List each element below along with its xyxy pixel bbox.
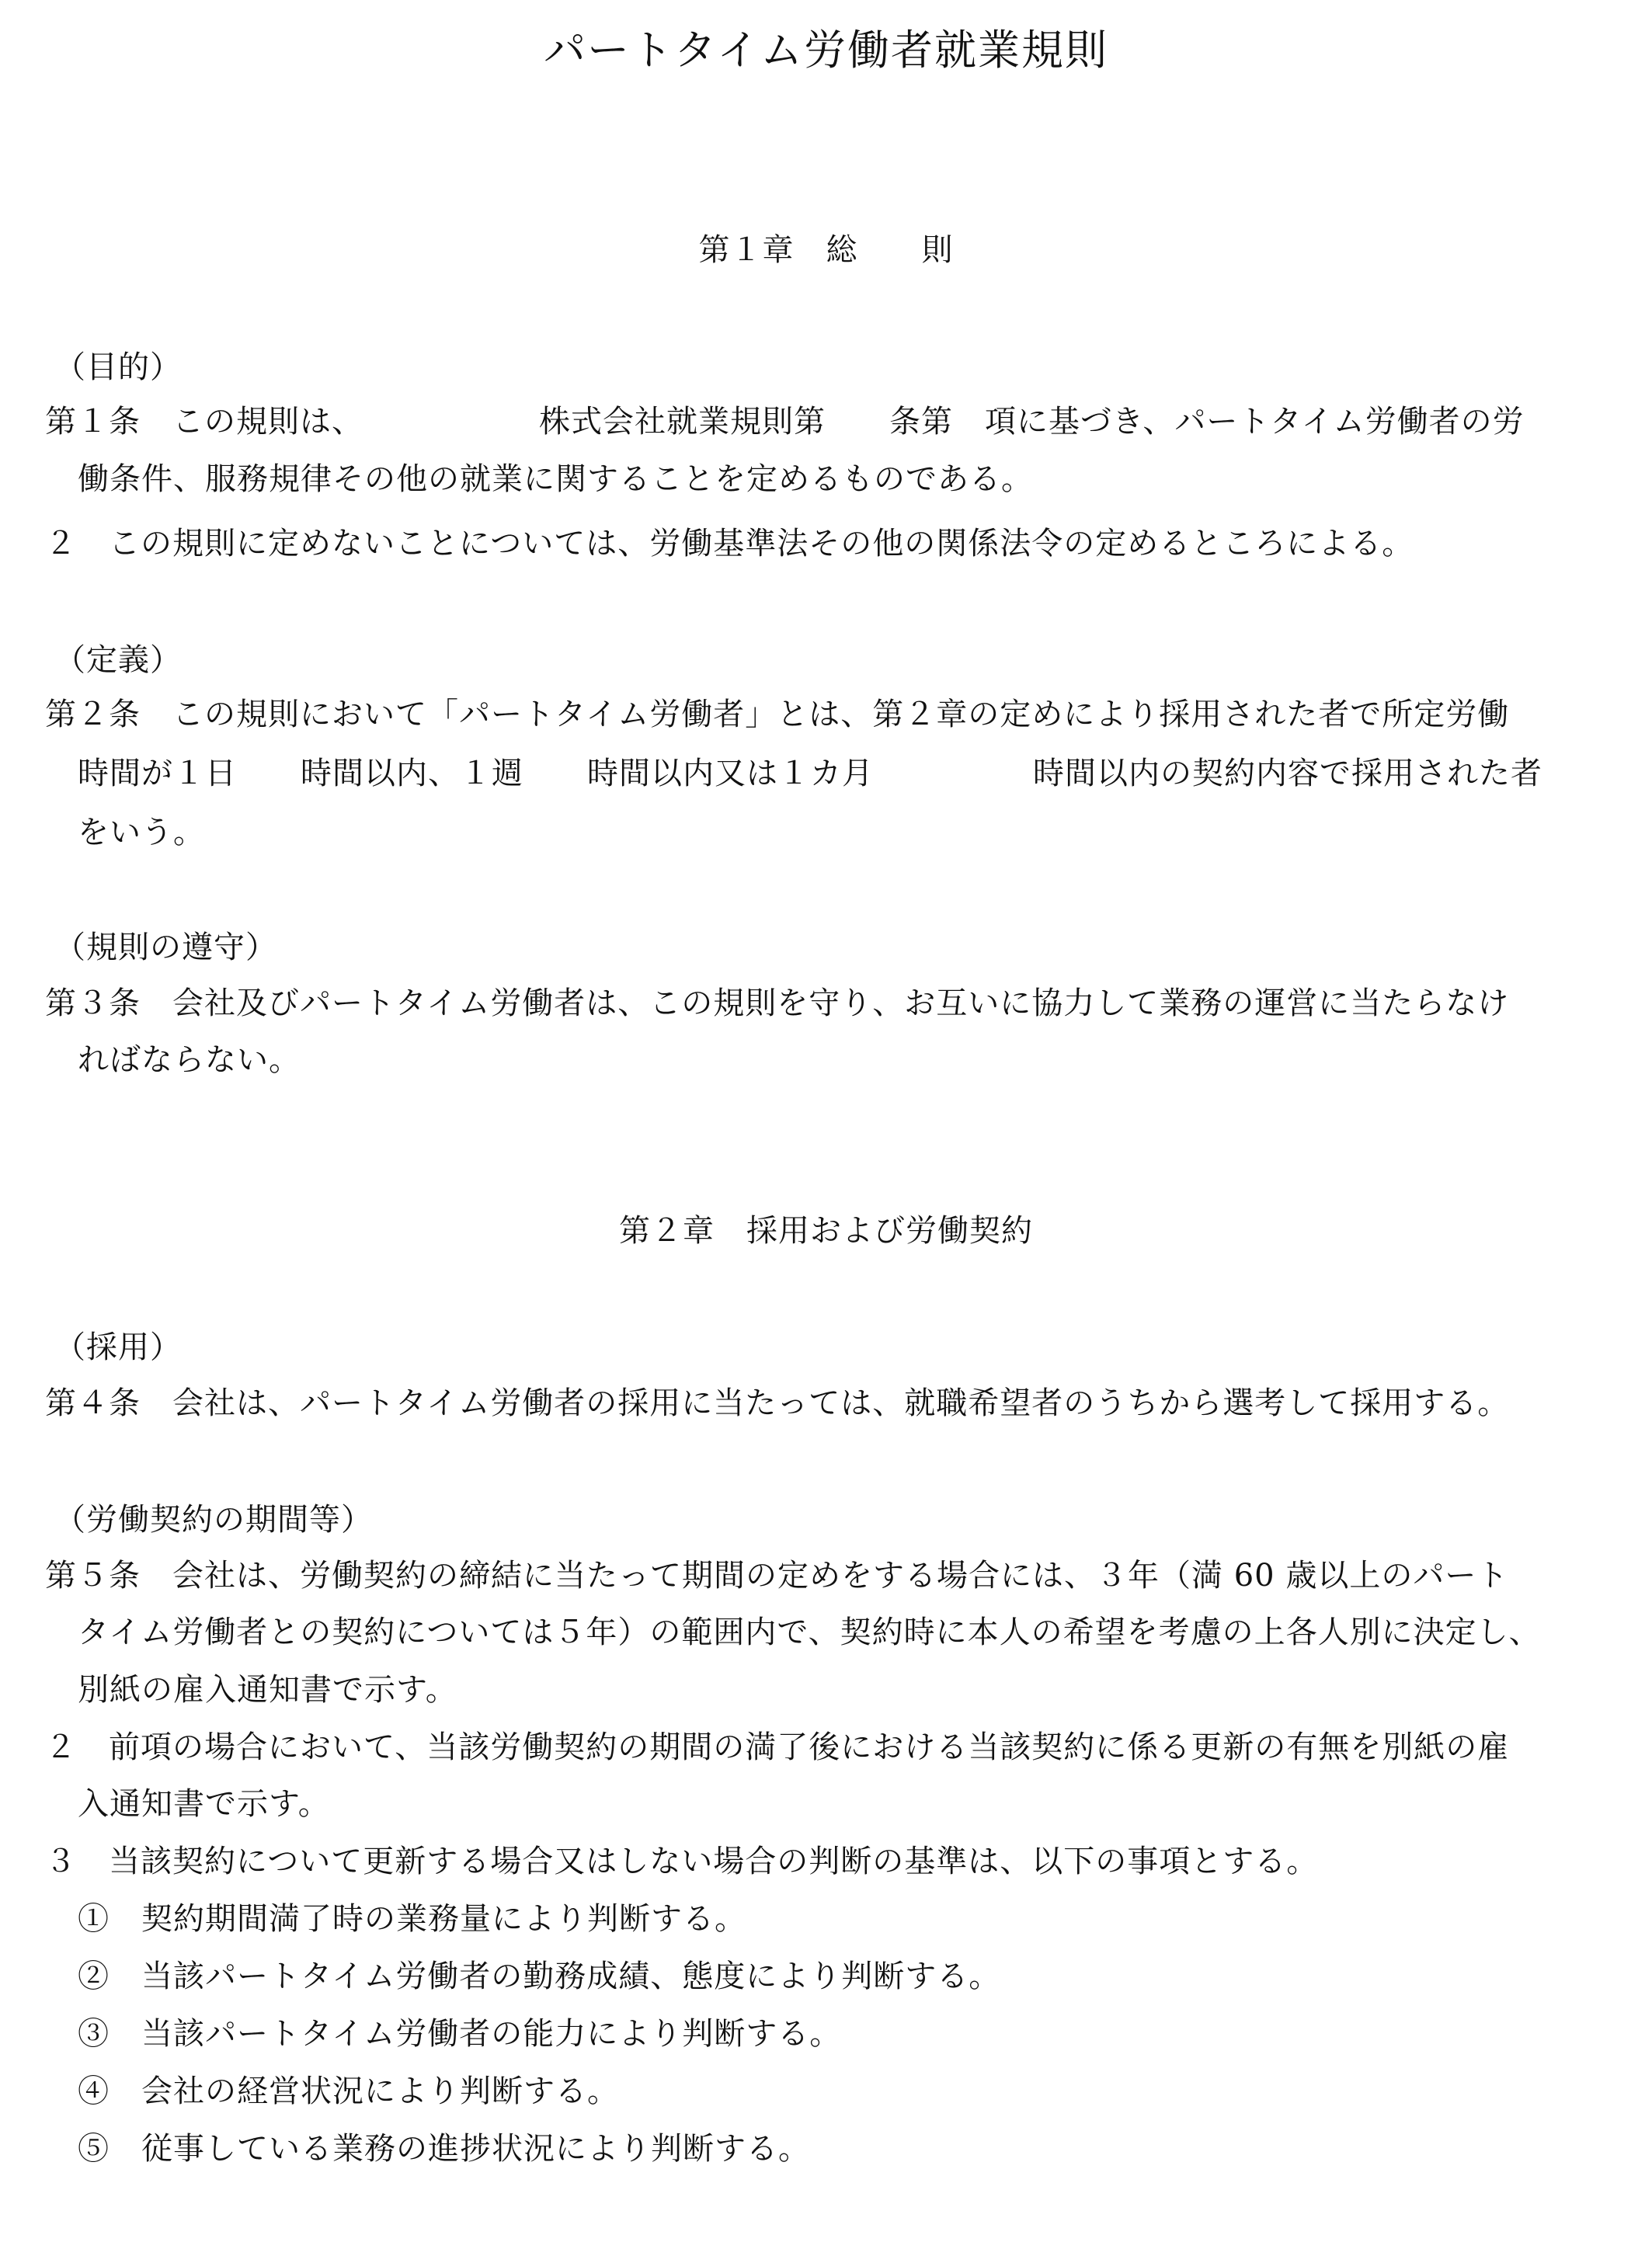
chapter-2-title: 第２章 採用および労働契約: [619, 1213, 1033, 1249]
list-item: ③ 当該パートタイム労働者の能力により判断する。: [78, 2016, 842, 2052]
article-5-line-3: 別紙の雇入通知書で示す。: [78, 1672, 457, 1708]
article-5-line-2: タイム労働者との契約については５年）の範囲内で、契約時に本人の希望を考慮の上各人別に決定し、: [78, 1615, 1541, 1650]
article-2-line-3: をいう。: [78, 815, 205, 850]
list-item: ⑤ 従事している業務の進捗状況により判断する。: [78, 2131, 810, 2167]
article-5-paragraph-3: ３ 当該契約について更新する場合又はしない場合の判断の基準は、以下の事項とする。: [45, 1844, 1319, 1879]
article-4-heading: （採用）: [54, 1330, 182, 1365]
list-item: ② 当該パートタイム労働者の勤務成績、態度により判断する。: [78, 1959, 1001, 1994]
article-5-paragraph-2-line-2: 入通知書で示す。: [78, 1786, 330, 1822]
article-1-line-2: 働条件、服務規律その他の就業に関することを定めるものである。: [78, 461, 1033, 497]
article-2-heading: （定義）: [54, 642, 182, 678]
article-4-line-1: 第４条 会社は、パートタイム労働者の採用に当たっては、就職希望者のうちから選考して採用する。: [45, 1385, 1510, 1421]
article-5-line-1: 第５条 会社は、労働契約の締結に当たって期間の定めをする場合には、３年（満 60 歳以上のパート: [45, 1558, 1509, 1594]
article-3-line-2: ればならない。: [78, 1042, 301, 1078]
article-3-line-1: 第３条 会社及びパートタイム労働者は、この規則を守り、お互いに協力して業務の運営に当たらなけ: [45, 985, 1510, 1021]
article-5-paragraph-2-line-1: ２ 前項の場合において、当該労働契約の期間の満了後における当該契約に係る更新の有無を別紙の雇: [45, 1729, 1510, 1765]
article-1-line-1: 第１条 この規則は、 株式会社就業規則第 条第 項に基づき、パートタイム労働者の労: [45, 404, 1525, 440]
article-2-line-2: 時間が１日 時間以内、１週 時間以内又は１カ月 時間以内の契約内容で採用された者: [78, 756, 1542, 791]
document-title: パートタイム労働者就業規則: [544, 26, 1108, 75]
chapter-1-title: 第１章 総 則: [698, 232, 954, 268]
article-1-paragraph-2: ２ この規則に定めないことについては、労働基準法その他の関係法令の定めるところによる。: [45, 526, 1414, 561]
article-1-heading: （目的）: [54, 349, 182, 385]
list-item: ④ 会社の経営状況により判断する。: [78, 2073, 619, 2109]
article-5-heading: （労働契約の期間等）: [54, 1502, 373, 1538]
article-2-line-1: 第２条 この規則において「パートタイム労働者」とは、第２章の定めにより採用された者で所定労働: [45, 697, 1510, 732]
article-3-heading: （規則の遵守）: [54, 930, 277, 965]
list-item: ① 契約期間満了時の業務量により判断する。: [78, 1901, 746, 1937]
